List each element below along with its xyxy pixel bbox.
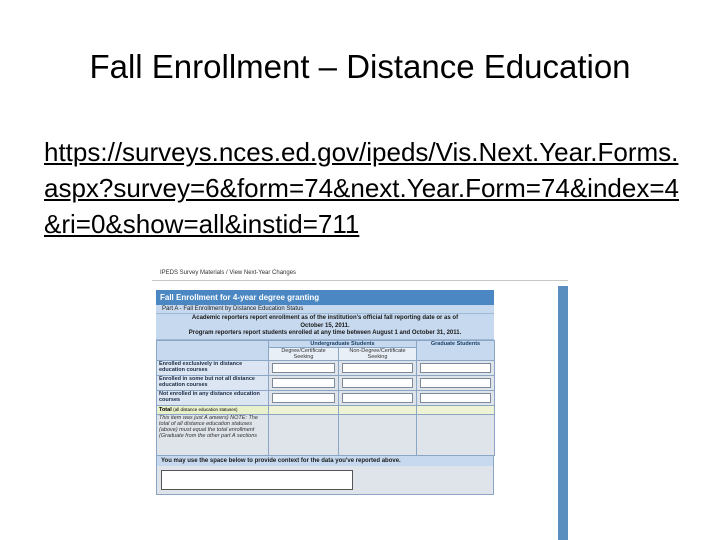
context-area <box>156 466 494 495</box>
input-cell <box>417 375 495 390</box>
input-cell <box>269 375 339 390</box>
row-label: Enrolled exclusively in distance education courses <box>157 360 269 375</box>
enrollment-input[interactable] <box>272 363 335 373</box>
enrollment-input[interactable] <box>342 378 413 388</box>
note-text: This item was just A anwers) NOTE: The total of all distance education statuses (above) must equal the total enrollment (Graduate from the other part A sections <box>157 414 269 455</box>
enrollment-input[interactable] <box>342 363 413 373</box>
row-label: Not enrolled in any distance education courses <box>157 390 269 405</box>
notice-line: Program reporters report students enrolled at any time between August 1 and October 31, 2011. <box>188 330 462 336</box>
total-label-cell <box>157 405 269 414</box>
enrollment-input[interactable] <box>342 393 413 403</box>
input-cell <box>269 360 339 375</box>
page-side-bar <box>558 286 568 540</box>
part-label: Part A - Fall Enrollment by Distance Education Status <box>156 305 494 314</box>
enrollment-input[interactable] <box>420 363 491 373</box>
input-cell <box>339 360 417 375</box>
total-label: Total <box>159 406 172 413</box>
total-cell <box>269 405 339 414</box>
empty-cell <box>339 414 417 455</box>
context-prompt: You may use the space below to provide context for the data you've reported above. <box>156 456 494 466</box>
notice-line: Academic reporters report enrollment as of the institution's official fall reporting date or as of <box>191 315 459 321</box>
row-label: Enrolled in some but not all distance education courses <box>157 375 269 390</box>
enrollment-input[interactable] <box>272 378 335 388</box>
context-textarea[interactable] <box>161 470 353 490</box>
divider <box>152 280 568 281</box>
table-row <box>157 390 495 405</box>
total-note: (all distance education statuses) <box>173 406 238 412</box>
input-cell <box>417 390 495 405</box>
enrollment-input[interactable] <box>420 378 491 388</box>
enrollment-table <box>156 340 495 456</box>
enrollment-form <box>156 290 494 495</box>
total-cell <box>417 405 495 414</box>
non-degree-seeking-header: Non-Degree/Certificate Seeking <box>339 347 417 360</box>
input-cell <box>417 360 495 375</box>
empty-cell <box>269 414 339 455</box>
form-screenshot <box>152 266 568 540</box>
table-row <box>157 375 495 390</box>
degree-seeking-header: Degree/Certificate Seeking <box>269 347 339 360</box>
input-cell <box>339 375 417 390</box>
table-row <box>157 360 495 375</box>
blank-header <box>157 340 269 360</box>
undergraduate-header: Undergraduate Students <box>269 340 417 347</box>
notice-line: October 15, 2011. <box>300 322 350 329</box>
survey-url-link[interactable]: https://surveys.nces.ed.gov/ipeds/Vis.Next.Year.Forms.aspx?survey=6&form=74&next.Year.Form=74&index=4&ri=0&show=all&instid=711 <box>44 137 679 239</box>
input-cell <box>339 390 417 405</box>
reporting-notice <box>156 314 494 340</box>
empty-cell <box>417 414 495 455</box>
enrollment-input[interactable] <box>420 393 491 403</box>
form-title: Fall Enrollment for 4-year degree granting <box>156 290 494 305</box>
breadcrumb: IPEDS Survey Materials / View Next-Year Changes <box>160 270 297 276</box>
total-row <box>157 405 495 414</box>
header-row <box>157 340 495 347</box>
input-cell <box>269 390 339 405</box>
graduate-header: Graduate Students <box>417 340 495 360</box>
slide-title: Fall Enrollment – Distance Education <box>89 48 631 85</box>
enrollment-input[interactable] <box>272 393 335 403</box>
note-row <box>157 414 495 455</box>
total-cell <box>339 405 417 414</box>
